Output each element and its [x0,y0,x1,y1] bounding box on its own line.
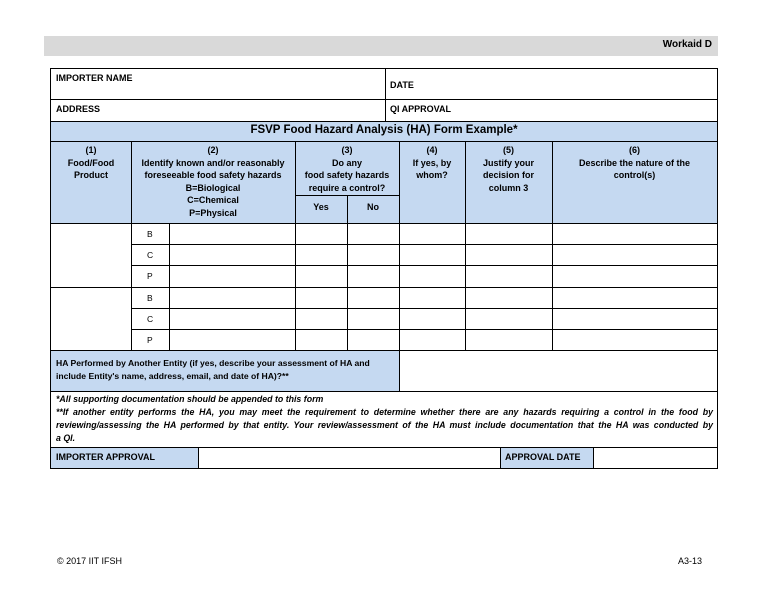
rule [51,350,717,351]
ha-entity-question [56,357,370,383]
footnote: **If another entity performs the HA, you may meet the requirement to determine whether there are any hazards requiring a control in the food by [56,407,713,417]
hazard-code: C [147,250,154,260]
col3-line: require a control? [308,182,386,193]
footnote: reviewing/assessing the HA performed by that entity. Your review/assessment of the HA must include documentation that the HA was conducted by [56,420,713,430]
footnote: *All supporting documentation should be appended to this form [56,394,324,404]
col3-line: food safety hazards [304,170,390,180]
form-title: FSVP Food Hazard Analysis (HA) Form Example* [250,124,518,136]
col4-header [399,144,465,182]
col4-line: If yes, by [412,157,452,168]
importer-name-label: IMPORTER NAME [56,73,133,83]
rule [51,391,717,392]
col3-header [295,144,399,194]
col5-number: (5) [503,145,514,155]
rule [131,308,717,309]
col6-number: (6) [629,145,640,155]
col4-number: (4) [426,145,438,155]
col3-no-label: No [367,202,379,212]
date-label: DATE [390,80,414,90]
col2-line: C=Chemical [187,195,239,205]
importer-approval-label: IMPORTER APPROVAL [56,452,156,462]
col2-line: Identify known and/or reasonably [141,157,285,168]
qi-approval-label: QI APPROVAL [390,104,452,114]
rule [51,223,717,224]
rule [51,447,717,448]
col2-number: (2) [207,145,219,155]
rule [131,329,717,330]
rule [131,244,717,245]
col5-line: column 3 [488,182,529,193]
page-number: A3-13 [678,556,703,566]
col1-line: Food/Food [67,157,115,168]
hazard-code: P [147,271,153,281]
col2-header [131,144,295,219]
workaid-label: Workaid D [662,39,712,50]
rule [347,195,348,350]
rule [385,69,386,121]
col4-line: whom? [416,170,448,180]
hazard-code: B [147,229,153,239]
col5-line: Justify your [482,157,534,168]
col6-line: control(s) [613,170,656,180]
rule [131,265,717,266]
rule [500,447,501,468]
col2-line: P=Physical [189,207,237,218]
col1-header [51,144,131,182]
rule [593,447,594,468]
hazard-code: C [147,314,154,324]
hazard-code: B [147,293,153,303]
approval-date-label: APPROVAL DATE [505,452,581,462]
rule [198,447,199,468]
col3-line: Do any [331,157,362,168]
col2-line: foreseeable food safety hazards [144,170,282,180]
ha-entity-line: HA Performed by Another Entity (if yes, describe your assessment of HA and [56,358,370,368]
rule [51,287,717,288]
ha-entity-line: include Entity's name, address, email, and date of HA)?** [56,371,289,381]
rule [169,223,170,350]
address-label: ADDRESS [56,104,101,114]
hazard-code: P [147,335,153,345]
col6-header [552,144,717,182]
ha-form [50,68,718,469]
col6-line: Describe the nature of the [578,157,691,168]
workaid-header-bar [44,36,718,56]
rule [51,99,717,100]
col1-line: Product [73,170,108,180]
footnote: a QI. [56,433,76,443]
col3-number: (3) [341,145,353,155]
col1-number: (1) [85,145,97,155]
col5-header [465,144,552,194]
col5-line: decision for [482,170,534,180]
copyright: © 2017 IIT IFSH [57,556,122,566]
rule [51,121,717,122]
col2-line: B=Biological [185,182,241,193]
col3-yes-label: Yes [313,202,329,212]
rule [51,141,717,142]
